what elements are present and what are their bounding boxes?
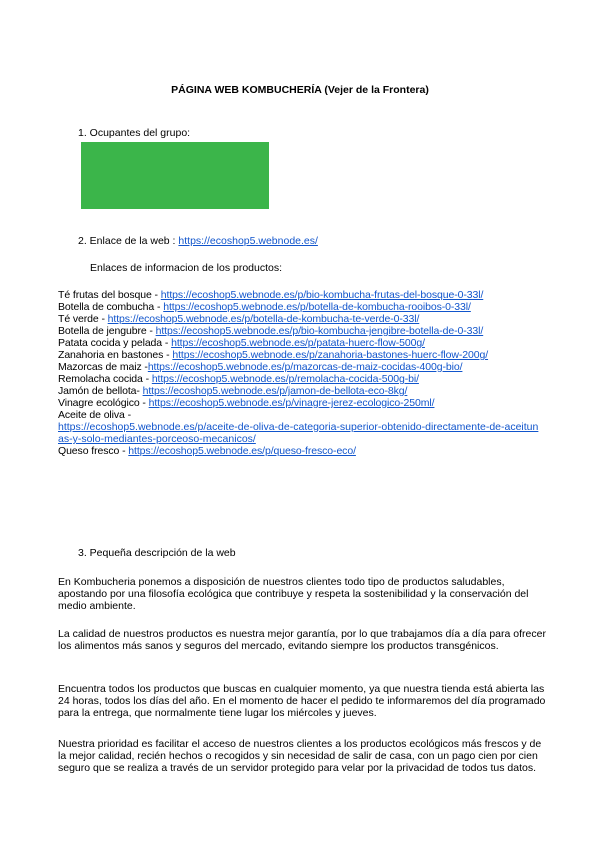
website-link[interactable]: https://ecoshop5.webnode.es/ xyxy=(178,235,318,247)
document-title: PÁGINA WEB KOMBUCHERÍA (Vejer de la Frontera) xyxy=(171,84,429,96)
product-name: Té verde - xyxy=(58,313,108,325)
product-name: Mazorcas de maiz - xyxy=(58,361,148,373)
product-name: Botella de jengubre - xyxy=(58,325,156,337)
product-name: Botella de combucha - xyxy=(58,301,164,313)
product-link[interactable]: https://ecoshop5.webnode.es/p/jamon-de-bellota-eco-8kg/ xyxy=(142,385,408,397)
queso-name: Queso fresco - xyxy=(58,445,129,457)
product-link-row xyxy=(58,397,548,409)
redacted-names-block xyxy=(81,142,269,209)
description-paragraph-2: La calidad de nuestros productos es nuestra mejor garantía, por lo que trabajamos día a día para ofrecer los alimentos más sanos y seguros del mercado, evitando siempre los productos transgénicos. xyxy=(58,628,546,652)
section-2-label: 2. Enlace de la web : xyxy=(78,235,179,247)
product-link-row xyxy=(58,325,548,337)
product-link[interactable]: https://ecoshop5.webnode.es/p/patata-huerc-flow-500g/ xyxy=(171,337,425,349)
product-name: Remolacha cocida - xyxy=(58,373,152,385)
product-link-row xyxy=(58,301,548,313)
product-link-row xyxy=(58,313,548,325)
section-1-heading: 1. Ocupantes del grupo: xyxy=(78,127,191,139)
product-name: Vinagre ecológico - xyxy=(58,397,149,409)
section-2-line xyxy=(78,235,318,247)
product-link[interactable]: https://ecoshop5.webnode.es/p/bio-kombucha-jengibre-botella-de-0-33l/ xyxy=(155,325,484,337)
product-link[interactable]: https://ecoshop5.webnode.es/p/mazorcas-de-maiz-cocidas-400g-bio/ xyxy=(147,361,463,373)
section-3-heading: 3. Pequeña descripción de la web xyxy=(78,547,236,559)
aceite-link[interactable]: https://ecoshop5.webnode.es/p/aceite-de-oliva-de-categoria-superior-obtenido-directamente-de-aceitunas-y-solo-mediantes-porceoso-mecanicos/ xyxy=(58,421,539,445)
queso-link[interactable]: https://ecoshop5.webnode.es/p/queso-fresco-eco/ xyxy=(128,445,356,457)
product-name: Zanahoria en bastones - xyxy=(58,349,173,361)
product-link[interactable]: https://ecoshop5.webnode.es/p/botella-de-kombucha-rooibos-0-33l/ xyxy=(163,301,471,313)
product-link[interactable]: https://ecoshop5.webnode.es/p/botella-de-kombucha-te-verde-0-33l/ xyxy=(107,313,420,325)
product-link-row xyxy=(58,373,548,385)
product-link-row xyxy=(58,289,548,301)
product-link-row xyxy=(58,385,548,397)
product-name: Jamón de bellota- xyxy=(58,385,143,397)
product-name: Patata cocida y pelada - xyxy=(58,337,172,349)
product-link[interactable]: https://ecoshop5.webnode.es/p/vinagre-jerez-ecologico-250ml/ xyxy=(148,397,435,409)
description-paragraph-4: Nuestra prioridad es facilitar el acceso de nuestros clientes a los productos ecológicos más frescos y de la mejor calidad, recién hechos o recogidos y sin necesidad de salir de casa, con un pago cien por cien seguro que se realiza a través de un servidor protegido para velar por la privacidad de todos tus datos. xyxy=(58,738,542,774)
product-link-row xyxy=(58,337,548,349)
product-link-row xyxy=(58,361,548,373)
links-heading: Enlaces de informacion de los productos: xyxy=(90,262,283,274)
aceite-link-row xyxy=(58,421,540,445)
product-links-list xyxy=(58,289,548,457)
product-link-row xyxy=(58,349,548,361)
product-link[interactable]: https://ecoshop5.webnode.es/p/zanahoria-bastones-huerc-flow-200g/ xyxy=(172,349,489,361)
product-link[interactable]: https://ecoshop5.webnode.es/p/remolacha-cocida-500g-bi/ xyxy=(151,373,419,385)
aceite-label: Aceite de oliva - xyxy=(58,409,132,421)
product-link[interactable]: https://ecoshop5.webnode.es/p/bio-kombucha-frutas-del-bosque-0-33l/ xyxy=(160,289,484,301)
product-name: Té frutas del bosque - xyxy=(58,289,161,301)
product-link-row xyxy=(58,445,548,457)
description-paragraph-1: En Kombucheria ponemos a disposición de nuestros clientes todo tipo de productos saludables, apostando por una filosofía ecológica que contribuye y respeta la sostenibilidad y la conservación del medio ambiente. xyxy=(58,576,529,612)
description-paragraph-3: Encuentra todos los productos que buscas en cualquier momento, ya que nuestra tienda está abierta las 24 horas, todos los días del año. En el momento de hacer el pedido te informaremos del día programado para la entrega, que normalmente tiene lugar los miércoles y jueves. xyxy=(58,683,546,719)
